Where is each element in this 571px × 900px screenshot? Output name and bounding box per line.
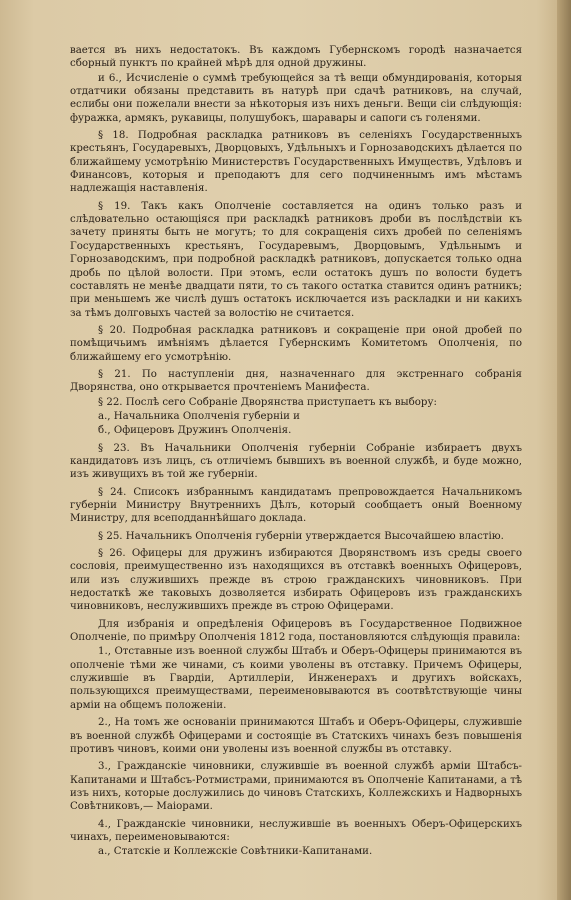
rule-item-1: 1., Отставные изъ военной службы Штабъ и Оберъ-Офицеры принимаются въ ополченіе тѣми же чинами, съ коими уволены въ отставку. Причемъ Офицеры, служившіе въ Гвардіи, Артиллеріи, Инженерахъ и другихъ войскахъ, пользующихся преимуществами, переименовываются въ соотвѣтствующіе чины арміи на общемъ положеніи. [70, 646, 522, 711]
paragraph-section-19: § 19. Такъ какъ Ополченіе составляется на одинъ только разъ и слѣдовательно остающіяся при раскладкѣ ратниковъ дроби въ послѣдствіи къ зачету приняты быть не могутъ; то для сокращенія сихъ дробей по селеніямъ Государственныхъ крестьянъ, Государевымъ, Дворцовымъ, Удѣльнымъ и Горнозаводскимъ, при подробной раскладкѣ ратниковъ, допускается только одна дробь по цѣлой волости. При этомъ, если остатокъ душъ по волости будетъ составлять не менѣе двадцати пяти, то съ такого остатка ставится одинъ ратникъ; при меньшемъ же числѣ душъ остатокъ исключается изъ раскладки и ни какихъ за тѣмъ долговыхъ частей за волостію не считается. [70, 200, 522, 319]
paragraph-section-22: § 22. Послѣ сего Собраніе Дворянства приступаетъ къ выбору: [98, 396, 437, 408]
document-text [70, 44, 522, 860]
paragraph-section-23: § 23. Въ Начальники Ополченія губерніи Собраніе избираетъ двухъ кандидатовъ изъ лицъ, съ отличіемъ бывшихъ въ военной службѣ, и буде можно, изъ живущихъ въ той же губерніи. [70, 442, 522, 481]
page-binding-edge [557, 0, 571, 900]
paragraph-section-24: § 24. Списокъ избраннымъ кандидатамъ препровождается Начальникомъ губерніи Министру Внутреннихъ Дѣлъ, который сообщаетъ оный Военному Министру, для всеподданнѣйшаго доклада. [70, 486, 522, 525]
paragraph-item-6: и 6., Исчисленіе о суммѣ требующейся за тѣ вещи обмундированія, которыя отдатчики обязаны представить въ натурѣ при сдачѣ ратниковъ, на случай, еслибы они пожелали внести за нѣкоторыя изъ нихъ деньги. Вещи сіи слѣдующія: фуражка, армякъ, рукавицы, полушубокъ, шаравары и сапоги съ голенями. [70, 72, 522, 124]
paragraph-section-21: § 21. По наступленіи дня, назначеннаго для экстреннаго собранія Дворянства, оно открывается прочтеніемъ Манифеста. [70, 368, 522, 394]
rule-item-4: 4., Гражданскіе чиновники, неслужившіе въ военныхъ Оберъ-Офицерскихъ чинахъ, переименовываются: [70, 818, 522, 843]
rule-item-3: 3., Гражданскіе чиновники, служившіе въ военной службѣ арміи Штабсъ-Капитанами и Штабсъ-Ротмистрами, принимаются въ Ополченіе Капитанами, а тѣ изъ нихъ, которые дослужились до чиновъ Статскихъ, Коллежскихъ и Надворныхъ Совѣтниковъ,— Маіорами. [70, 761, 522, 813]
paragraph-section-26: § 26. Офицеры для дружинъ избираются Дворянствомъ изъ среды своего сословія, преимущественно изъ находящихся въ отставкѣ военныхъ Офицеровъ, или изъ служившихъ прежде въ строю гражданскихъ чиновниковъ. При недостаткѣ же таковыхъ дозволяется избирать Офицеровъ изъ гражданскихъ чиновниковъ, неслужившихъ прежде въ строю Офицерами. [70, 548, 522, 613]
list-item-b: б., Офицеровъ Дружинъ Ополченія. [98, 425, 292, 437]
paragraph-continuation: вается въ нихъ недостатокъ. Въ каждомъ Губернскомъ городѣ назначается сборный пунктъ по крайней мѣрѣ для одной дружины. [70, 45, 522, 70]
rule-item-2: 2., На томъ же основаніи принимаются Штабъ и Оберъ-Офицеры, служившіе въ военной службѣ Офицерами и состоящіе въ Статскихъ чинахъ безъ повышенія противъ чиновъ, коими они уволены изъ военной службы въ отставку. [70, 717, 522, 755]
list-item-a: а., Начальника Ополченія губерніи и [98, 410, 300, 422]
paragraph-section-18: § 18. Подробная раскладка ратниковъ въ селеніяхъ Государственныхъ крестьянъ, Государевыхъ, Дворцовыхъ, Удѣльныхъ и Горнозаводскихъ дѣлается по ближайшему усмотрѣнію Министерствъ Государственныхъ Имуществъ, Удѣловъ и Финансовъ, которыя и преподаютъ для сего подчиненнымъ имъ мѣстамъ надлежащія наставленія. [70, 130, 522, 195]
paragraph-rules-intro: Для избранія и опредѣленія Офицеровъ въ Государственное Подвижное Ополченіе, по примѣру Ополченія 1812 года, постановляются слѣдующія правила: [70, 618, 522, 644]
paragraph-section-20: § 20. Подробная раскладка ратниковъ и сокращеніе при оной дробей по помѣщичьимъ имѣніямъ дѣлается Губернскимъ Комитетомъ Ополченія, по ближайшему его усмотрѣнію. [70, 324, 522, 363]
paragraph-section-25: § 25. Начальникъ Ополченія губерніи утверждается Высочайшею властію. [98, 530, 504, 542]
rule-item-4a: а., Статскіе и Коллежскіе Совѣтники-Капитанами. [98, 846, 373, 858]
